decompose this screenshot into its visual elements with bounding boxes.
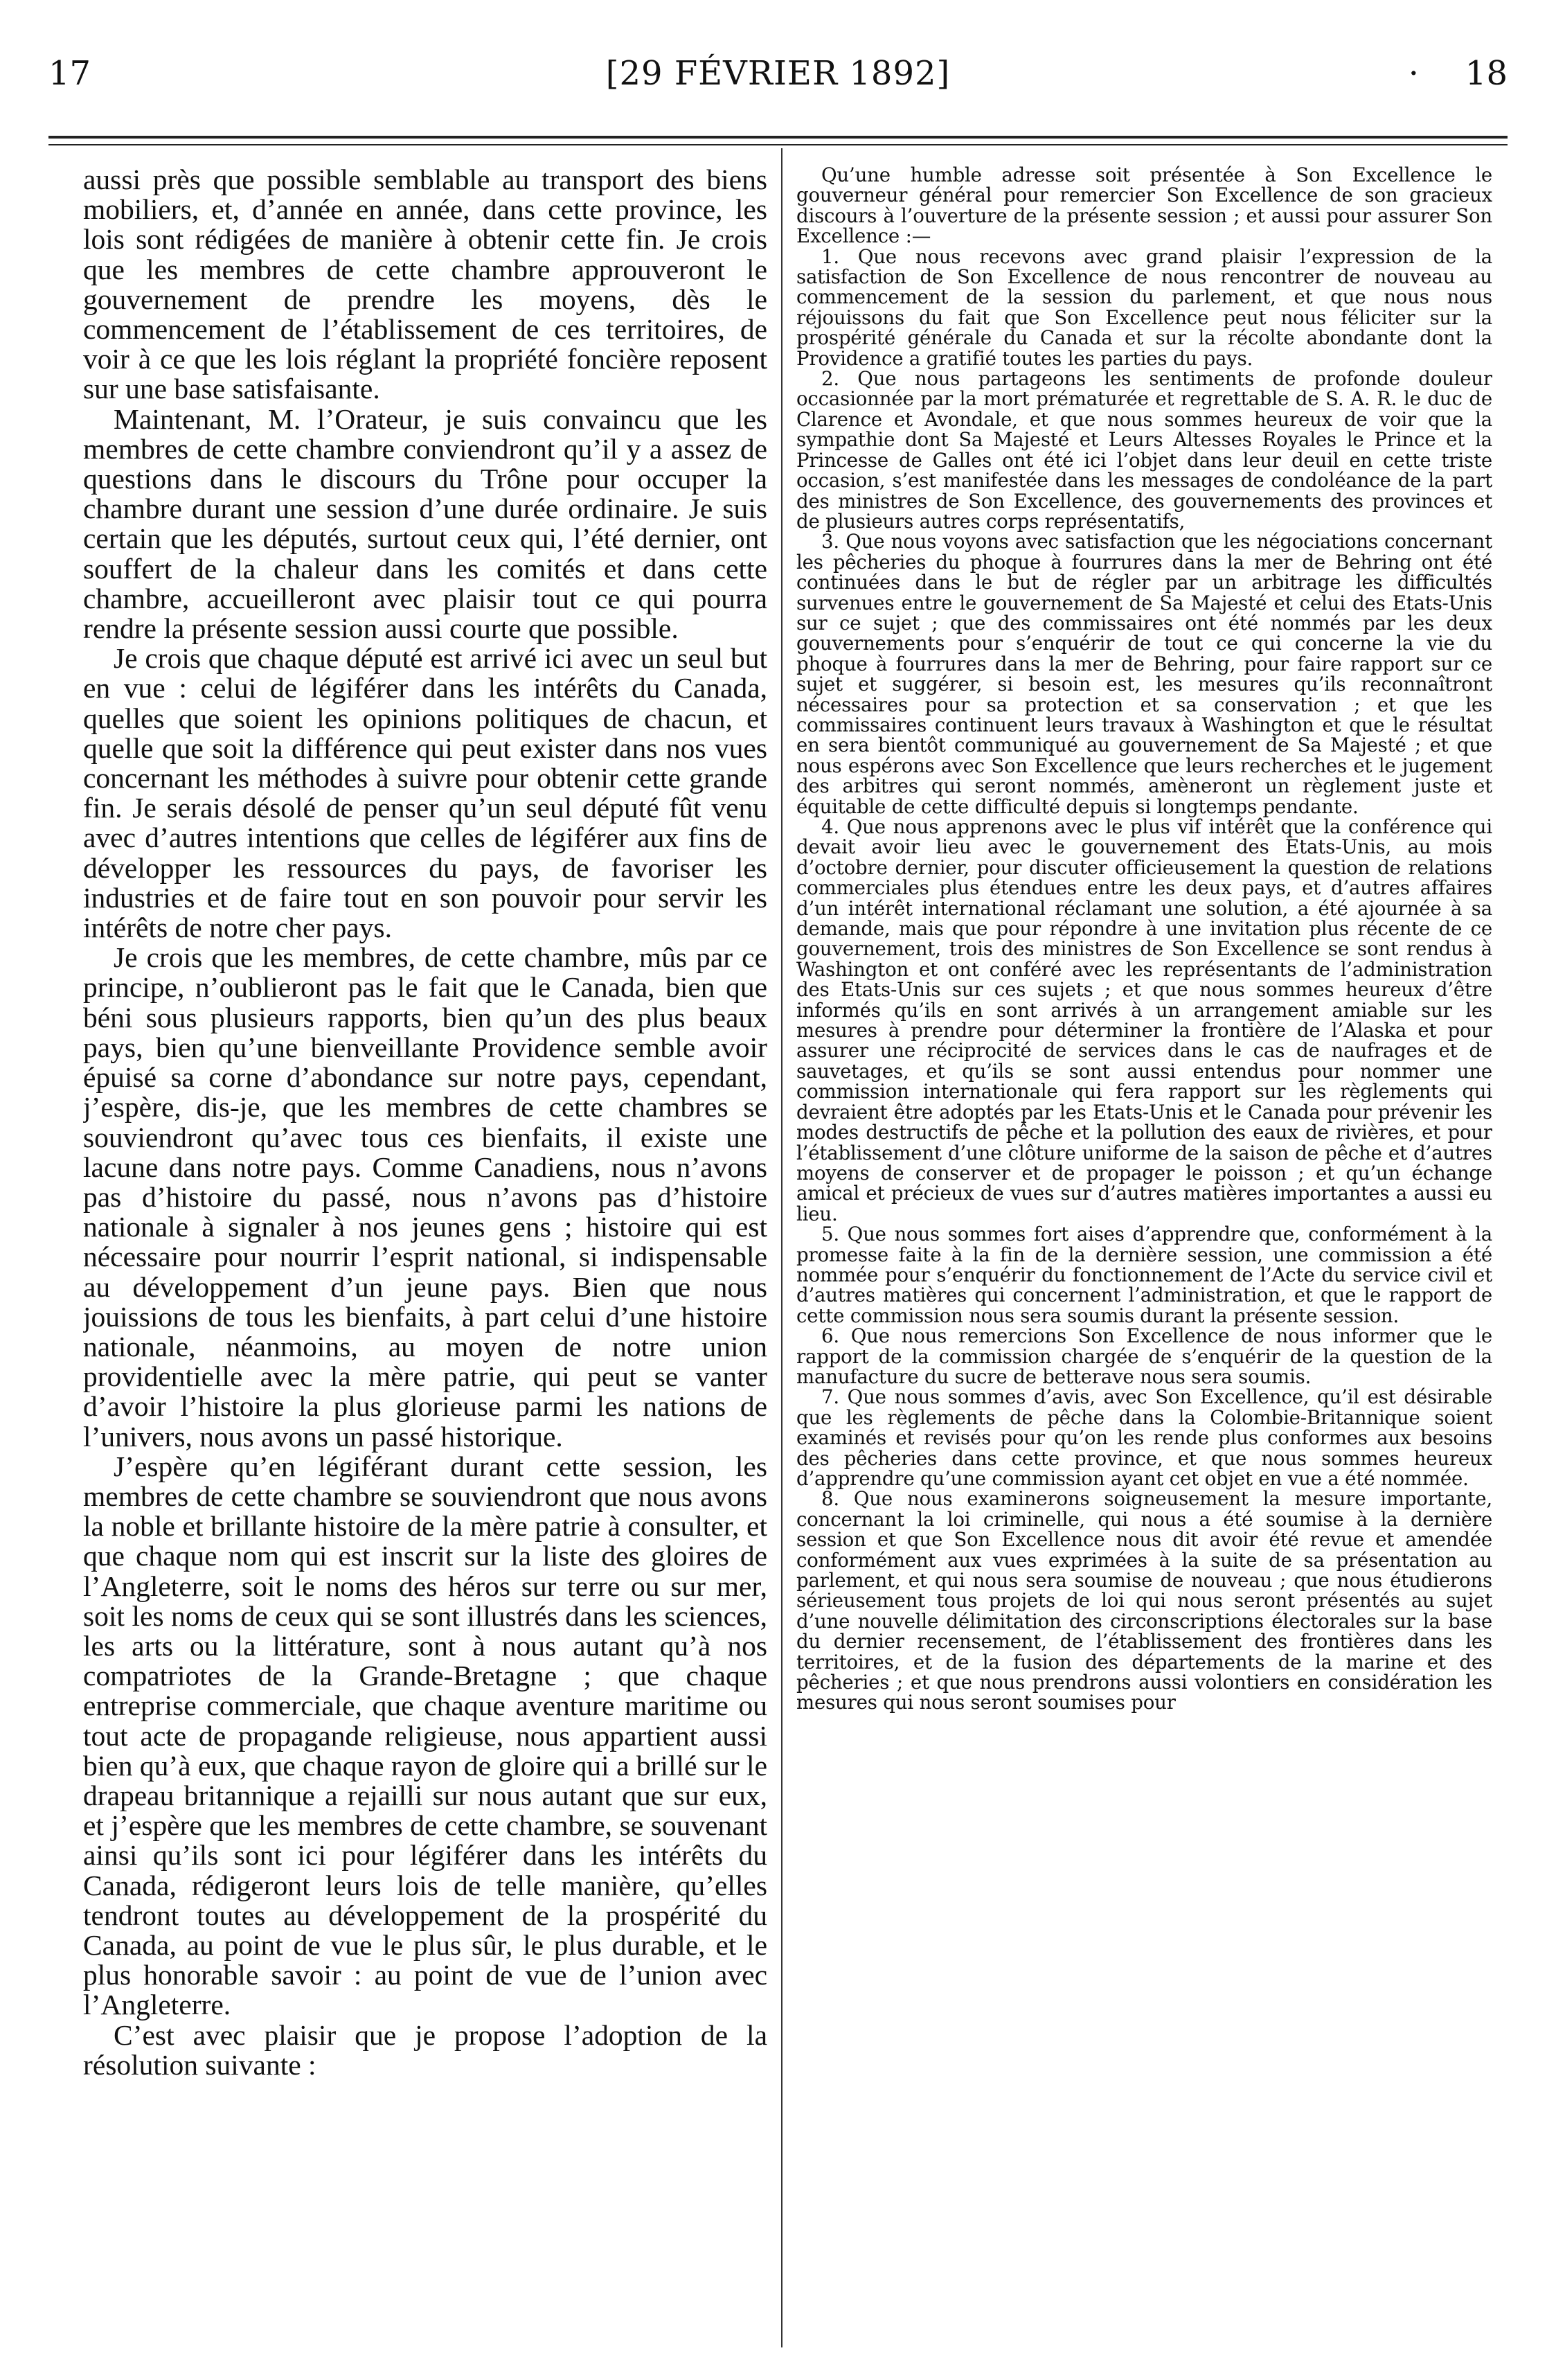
address-item: 1. Que nous recevons avec grand plaisir l’expression de la satisfaction de Son Excellence de nous rencontrer de nouveau au commencement de la session du parlement, et que nous nous réjouissons du fait que Son Excellence peut nous féliciter sur la prospérité générale du Canada et sur la récolte abondante dont la Providence a gratifié toutes les parties du pays. (796, 245, 1492, 370)
right-column (796, 165, 1492, 2347)
page-number-right: 18 (1465, 54, 1508, 93)
left-column (83, 165, 767, 2347)
address-item: 8. Que nous examinerons soigneusement la mesure importante, concernant la loi criminelle, qui nous a été soumise à la dernière session et que Son Excellence nous dit avoir été revue et amendée conformément aux vues exprimées à la suite de sa présentation au parlement, et qui nous sera soumise de nouveau ; que nous étudierons sérieusement tous projets de loi qui nous seront présentés au sujet d’une nouvelle délimitation des circonscriptions électorales sur la base du dernier recensement, de l’établissement des frontières dans les territoires, et de la fusion des départements de la marine et des pêcheries ; et que nous prendrons aussi volontiers en considération les mesures qui nous seront soumises pour (796, 1487, 1492, 1714)
left-paragraph: aussi près que possible semblable au transport des biens mobiliers, et, d’année en année, dans cette province, les lois sont rédigées de manière à obtenir cette fin. Je crois que les membres de cette chambre approuveront le gouvernement de prendre les moyens, dès le commencement de l’établissement de ces territoires, de voir à ce que les lois réglant la propriété foncière reposent sur une base satisfaisante. (83, 165, 767, 405)
address-item: 6. Que nous remercions Son Excellence de nous informer que le rapport de la commission chargée de s’enquérir de la question de la manufacture du sucre de betterave nous sera soumis. (796, 1324, 1492, 1388)
page-number-left: 17 (48, 54, 91, 93)
date-heading: [29 FÉVRIER 1892] (605, 54, 951, 93)
left-paragraph: Je crois que les membres, de cette chambre, mûs par ce principe, n’oublieront pas le fait que le Canada, bien que béni sous plusieurs rapports, bien qu’un des plus beaux pays, bien qu’une bienveillante Providence semble avoir épuisé sa corne d’abondance sur notre pays, cependant, j’espère, dis-je, que les membres de cette chambres se souviendront qu’avec tous ces bienfaits, il existe une lacune dans notre pays. Comme Canadiens, nous n’avons pas d’histoire du passé, nous n’avons pas d’histoire nationale à signaler à nos jeunes gens ; histoire qui est nécessaire pour nourrir l’esprit national, si indispensable au développement d’un jeune pays. Bien que nous jouissions de tous les bienfaits, à part celui d’une histoire nationale, néanmoins, au moyen de notre union providentielle avec la mère patrie, qui peut se vanter d’avoir l’histoire la plus glorieuse parmi les nations de l’univers, nous avons un passé historique. (83, 941, 767, 1453)
header-rule-thick (48, 136, 1508, 139)
address-item: 5. Que nous sommes fort aises d’apprendre que, conformément à la promesse faite à la fin de la dernière session, une commission a été nommée pour s’enquérir du fonctionnement de l’Acte du service civil et d’autres matières qui concernent l’administration, et que le rapport de cette commission nous sera soumis durant la présente session. (796, 1223, 1492, 1327)
left-paragraph: Je crois que chaque député est arrivé ici avec un seul but en vue : celui de légiférer dans les intérêts du Canada, quelles que soient les opinions politiques de chacun, et quelle que soit la différence qui peut exister dans nos vues concernant les méthodes à suivre pour obtenir cette grande fin. Je serais désolé de penser qu’un seul député fût venu avec d’autres intentions que celles de légiférer aux fins de développer les ressources du pays, de favoriser les industries et de faire tout en son pouvoir pour servir les intérêts de notre cher pays. (83, 642, 767, 944)
left-paragraph: C’est avec plaisir que je propose l’adoption de la résolution suivante : (83, 2018, 767, 2081)
address-intro: Qu’une humble adresse soit présentée à Son Excellence le gouverneur général pour remercier Son Excellence de son gracieux discours à l’ouverture de la présente session ; et aussi pour assurer Son Excellence :— (796, 165, 1492, 248)
column-divider (781, 148, 783, 2347)
address-item: 2. Que nous partageons les sentiments de profonde douleur occasionnée par la mort prématurée et regrettable de S. A. R. le duc de Clarence et Avondale, et que nous sommes heureux de voir que la sympathie dont Sa Majesté et Leurs Altesses Royales le Prince et la Princesse de Galles ont été ici l’objet dans leur deuil en cette triste occasion, s’est manifestée dans les messages de condoléance de la part des ministres de Son Excellence, des gouvernements des provinces et de plusieurs autres corps représentatifs, (796, 367, 1492, 533)
header-rule-thin (48, 144, 1508, 145)
page-header (48, 54, 1508, 103)
address-item: 7. Que nous sommes d’avis, avec Son Excellence, qu’il est désirable que les règlements de pêche dans la Colombie-Britannique soient examinés et revisés pour qu’on les rende plus conformes aux besoins des pêcheries dans cette province, et que nous sommes heureux d’apprendre qu’une commission ayant cet objet en vue a été nommée. (796, 1385, 1492, 1490)
header-mark: · (1408, 54, 1419, 93)
address-item: 4. Que nous apprenons avec le plus vif intérêt que la conférence qui devait avoir lieu avec le gouvernement des Etats-Unis, au mois d’octobre dernier, pour discuter officieusement la question de relations commerciales plus étendues entre les deux pays, et d’autres affaires d’un intérêt international réclamant une solution, a été ajournée à sa demande, mais que pour répondre à une invitation plus récente de ce gouvernement, trois des ministres de Son Excellence se sont rendus à Washington et ont conféré avec les représentants de l’administration des Etats-Unis sur ces sujets ; et que nous sommes heureux d’être informés qu’ils en sont arrivés à un arrangement amiable sur les mesures à prendre pour déterminer la frontière de l’Alaska et pour assurer une réciprocité de services dans le cas de naufrages et de sauvetages, et qu’ils se sont aussi entendus pour nommer une commission internationale qui fera rapport sur les règlements qui devraient être adoptés par les Etats-Unis et le Canada pour prévenir les modes destructifs de pêche et la pollution des eaux de rivières, et pour l’établissement d’une clôture uniforme de la saison de pêche et d’autres moyens de conserver et de propager le poisson ; et qu’un échange amical et précieux de vues sur d’autres matières importantes a aussi eu lieu. (796, 815, 1492, 1225)
address-item: 3. Que nous voyons avec satisfaction que les négociations concernant les pêcheries du phoque à fourrures dans la mer de Behring ont été continuées dans le but de régler par un arbitrage les difficultés survenues entre le gouvernement de Sa Majesté et celui des Etats-Unis sur ce sujet ; que des commissaires ont été nommés par les deux gouvernements pour s’enquérir de tout ce qui concerne la vie du phoque à fourrures dans la mer de Behring, pour faire rapport sur ce sujet et suggérer, si besoin est, les mesures qu’ils reconnaîtront nécessaires pour sa protection et sa conservation ; et que les commissaires continuent leurs travaux à Washington et que le résultat en sera bientôt communiqué au gouvernement de Sa Majesté ; et que nous espérons avec Son Excellence que leurs recherches et le jugement des arbitres qui seront nommés, amèneront un règlement juste et équitable de cette difficulté depuis si longtemps pendante. (796, 530, 1492, 818)
left-paragraph: Maintenant, M. l’Orateur, je suis convaincu que les membres de cette chambre conviendront qu’il y a assez de questions dans le discours du Trône pour occuper la chambre durant une session d’une durée ordinaire. Je suis certain que les députés, surtout ceux qui, l’été dernier, ont souffert de la chaleur dans les comités et dans cette chambre, accueilleront avec plaisir tout ce qui pourra rendre la présente session aussi courte que possible. (83, 402, 767, 645)
left-paragraph: J’espère qu’en légiférant durant cette session, les membres de cette chambre se souviendront que nous avons la noble et brillante histoire de la mère patrie à consulter, et que chaque nom qui est inscrit sur la liste des gloires de l’Angleterre, soit le noms des héros sur terre ou sur mer, soit les noms de ceux qui se sont illustrés dans les sciences, les arts ou la littérature, sont à nous autant qu’à nos compatriotes de la Grande-Bretagne ; que chaque entreprise commerciale, que chaque aventure maritime ou tout acte de propagande religieuse, nous appartient aussi bien qu’à eux, que chaque rayon de gloire qui a brillé sur le drapeau britannique a rejailli sur nous autant que sur eux, et j’espère que les membres de cette chambre, se souvenant ainsi qu’ils sont ici pour légiférer dans les intérêts du Canada, rédigeront leurs lois de telle manière, qu’elles tendront toutes au développement de la prospérité du Canada, au point de vue le plus sûr, le plus durable, et le plus honorable savoir : au point de vue de l’union avec l’Angleterre. (83, 1450, 767, 2021)
